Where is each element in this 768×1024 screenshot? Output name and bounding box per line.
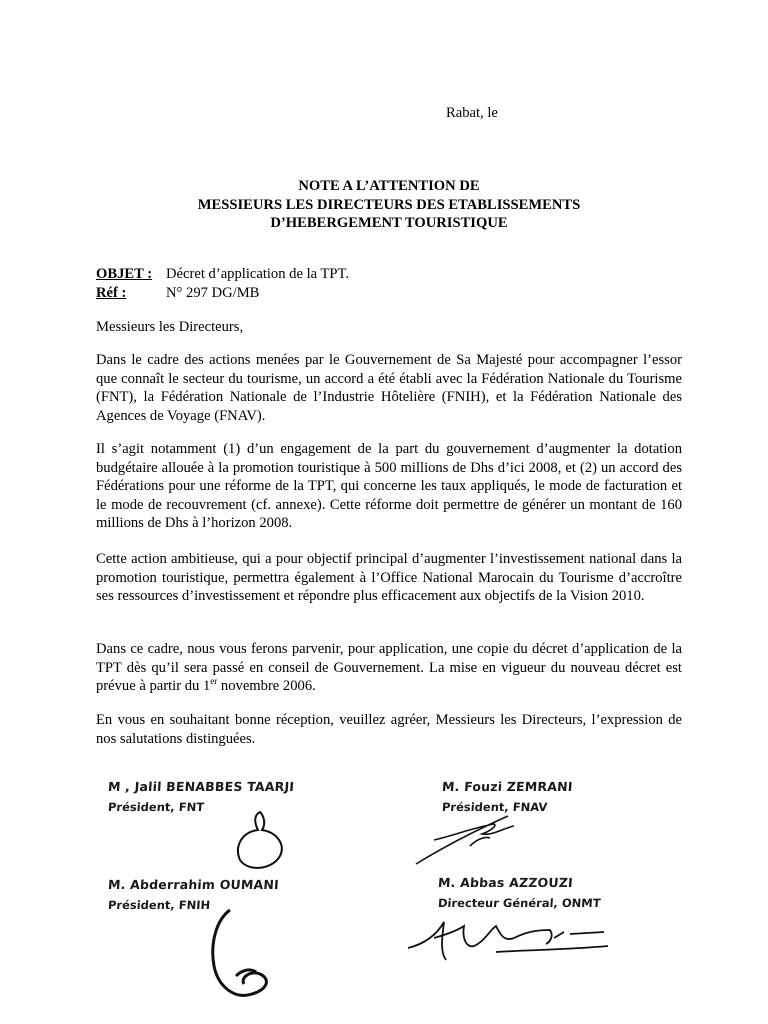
title-line-3: D’HEBERGEMENT TOURISTIQUE xyxy=(270,215,508,231)
signatory-role: Président, FNIH xyxy=(107,897,211,912)
signatory-role: Directeur Général, ONMT xyxy=(437,895,602,910)
signatory-role: Président, FNT xyxy=(107,799,205,814)
paragraph-4-text-end: novembre 2006. xyxy=(217,678,316,694)
signatory-name: M. Abderrahim OUMANI xyxy=(107,877,280,892)
title-line-1: NOTE A L’ATTENTION DE xyxy=(298,178,480,194)
handwritten-signature xyxy=(404,908,614,966)
signatory-block-4 xyxy=(438,874,601,912)
handwritten-signature xyxy=(200,904,290,1004)
paragraph-4-text: Dans ce cadre, nous vous ferons parvenir, pour application, une copie du décret d’application de la TPT dès qu’il sera passé en conseil de Gouvernement. La mise en vigueur du nouveau décret est prévue à partir du 1 xyxy=(96,641,682,694)
signatory-name: M. Abbas AZZOUZI xyxy=(437,875,574,890)
paragraph-2: Il s’agit notamment (1) d’un engagement de la part du gouvernement d’augmenter la dotation budgétaire allouée à la promotion touristique à 500 millions de Dhs d’ici 2008, et (2) un accord des Fédérations pour une réforme de la TPT, qui concerne les taux appliqués, le mode de facturation et le mode de recouvrement (cf. annexe). Cette réforme doit permettre de générer un montant de 160 millions de Dhs à l’horizon 2008. xyxy=(96,441,682,531)
subject-label: OBJET : xyxy=(96,266,153,282)
signatory-role: Président, FNAV xyxy=(441,799,548,814)
signatory-name: M. Fouzi ZEMRANI xyxy=(441,779,574,794)
salutation: Messieurs les Directeurs, xyxy=(96,319,244,335)
document-title xyxy=(96,177,682,233)
place-date: Rabat, le xyxy=(446,105,498,121)
paragraph-5: En vous en souhaitant bonne réception, veuillez agréer, Messieurs les Directeurs, l’expression de nos salutations distinguées. xyxy=(96,712,682,747)
subject-row xyxy=(96,265,349,284)
reference-label: Réf : xyxy=(96,284,127,301)
handwritten-signature xyxy=(412,806,532,868)
paragraph-4-superscript: er xyxy=(210,676,218,686)
title-line-2: MESSIEURS LES DIRECTEURS DES ETABLISSEMENTS xyxy=(197,196,581,213)
paragraph-1: Dans le cadre des actions menées par le Gouvernement de Sa Majesté pour accompagner l’essor que connaît le secteur du tourisme, un accord a été établi avec la Fédération Nationale du Tourisme (FNT), la Fédération Nationale de l’Industrie Hôtelière (FNIH), et la Fédération Nationale des Agences de Voyage (FNAV). xyxy=(96,352,682,424)
signatory-name: M , Jalil BENABBES TAARJI xyxy=(107,779,295,794)
reference-value: N° 297 DG/MB xyxy=(166,284,260,301)
subject-reference-block xyxy=(96,265,349,302)
subject-value: Décret d’application de la TPT. xyxy=(166,266,350,282)
handwritten-signature xyxy=(222,806,292,876)
paragraph-3: Cette action ambitieuse, qui a pour objectif principal d’augmenter l’investissement national dans la promotion touristique, permettra également à l’Office National Marocain du Tourisme d’accroître ses ressources d’investissement et répondre plus efficacement aux objectifs de la Vision 2010. xyxy=(96,551,682,604)
paragraph-4 xyxy=(96,640,682,696)
reference-row xyxy=(96,284,349,303)
